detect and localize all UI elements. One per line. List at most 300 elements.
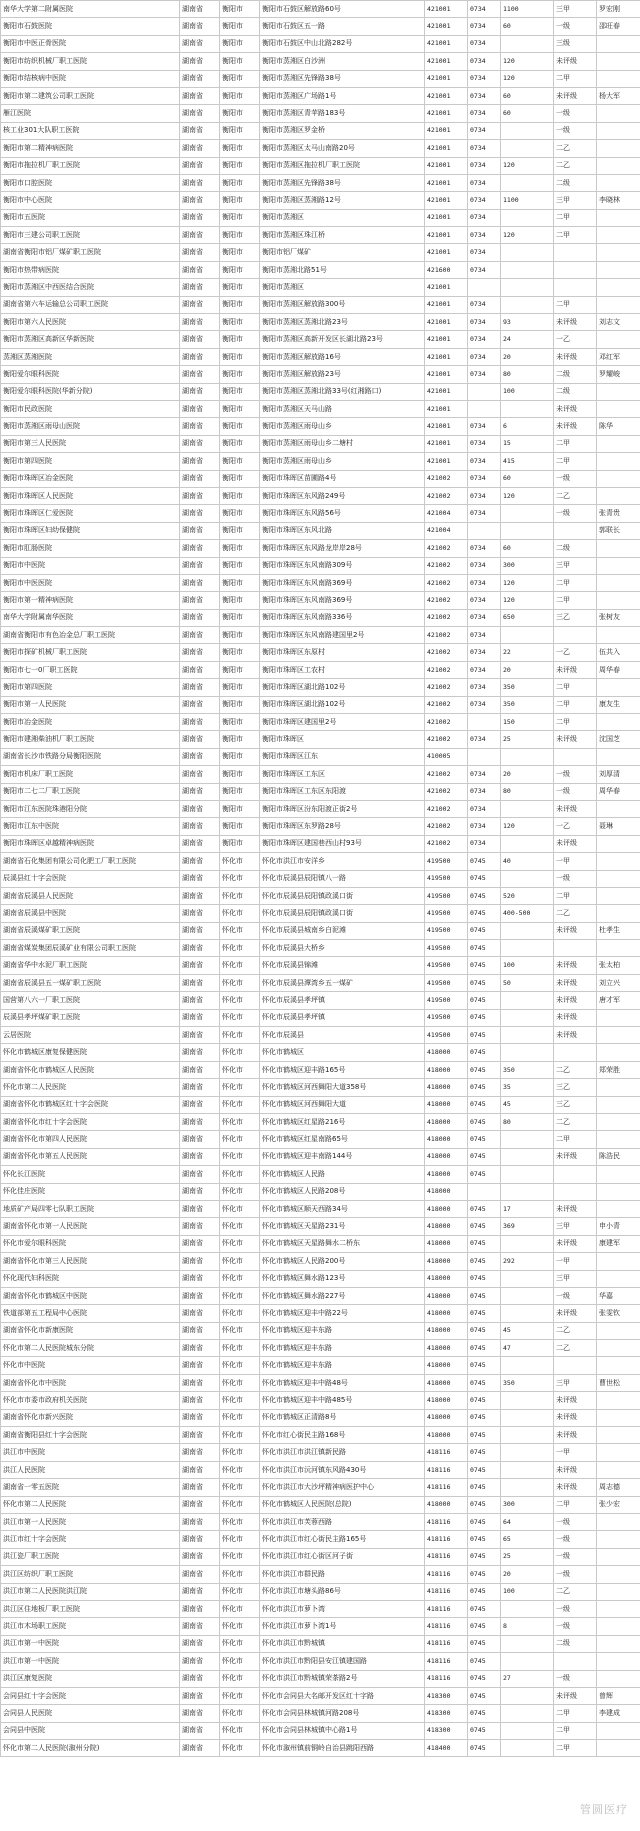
table-row (1, 1131, 640, 1148)
grade-cell: 一级 (554, 1566, 597, 1583)
hospital-name-cell: 南华大学第二附属医院 (1, 1, 180, 18)
address-cell: 衡阳市蒸湘区天马山路 (260, 400, 425, 417)
city-cell: 怀化市 (220, 1218, 260, 1235)
bed-count-cell (501, 1687, 554, 1704)
postal-code-cell: 421001 (425, 35, 468, 52)
hospital-name-cell: 衡阳市冶金医院 (1, 714, 180, 731)
grade-cell: 三级 (554, 35, 597, 52)
bed-count-cell (501, 209, 554, 226)
province-cell: 湖南省 (180, 1600, 220, 1617)
area-code-cell: 0734 (468, 53, 501, 70)
grade-cell (554, 1166, 597, 1183)
area-code-cell: 0745 (468, 1566, 501, 1583)
area-code-cell: 0734 (468, 105, 501, 122)
bed-count-cell (501, 627, 554, 644)
grade-cell: 三乙 (554, 609, 597, 626)
table-row (1, 174, 640, 191)
director-cell (597, 1444, 640, 1461)
hospital-name-cell: 会同县红十字会医院 (1, 1687, 180, 1704)
table-row (1, 1409, 640, 1426)
director-cell (597, 574, 640, 591)
postal-code-cell: 421001 (425, 87, 468, 104)
director-cell: 张太柏 (597, 957, 640, 974)
director-cell (597, 53, 640, 70)
table-row (1, 122, 640, 139)
city-cell: 衡阳市 (220, 418, 260, 435)
director-cell (597, 453, 640, 470)
area-code-cell: 0745 (468, 1687, 501, 1704)
province-cell: 湖南省 (180, 905, 220, 922)
director-cell (597, 714, 640, 731)
director-cell (597, 748, 640, 765)
grade-cell (554, 940, 597, 957)
director-cell: 郑荣胜 (597, 1061, 640, 1078)
address-cell: 怀化市鹤城区舞水路123号 (260, 1270, 425, 1287)
postal-code-cell: 421001 (425, 400, 468, 417)
address-cell: 怀化市鹤城区迎丰东路 (260, 1322, 425, 1339)
grade-cell: 二甲 (554, 1740, 597, 1757)
hospital-name-cell: 怀化市爱尔眼科医院 (1, 1235, 180, 1252)
grade-cell: 未评级 (554, 835, 597, 852)
province-cell: 湖南省 (180, 731, 220, 748)
hospital-name-cell: 衡阳市二七二厂职工医院 (1, 783, 180, 800)
hospital-name-cell: 衡阳市第三人民医院 (1, 435, 180, 452)
grade-cell: 二甲 (554, 296, 597, 313)
director-cell (597, 70, 640, 87)
address-cell: 怀化市鹤城区迎丰中路485号 (260, 1392, 425, 1409)
city-cell: 衡阳市 (220, 696, 260, 713)
table-row (1, 487, 640, 504)
grade-cell: 一级 (554, 505, 597, 522)
director-cell (597, 800, 640, 817)
province-cell: 湖南省 (180, 714, 220, 731)
area-code-cell: 0745 (468, 1061, 501, 1078)
province-cell: 湖南省 (180, 800, 220, 817)
director-cell (597, 1131, 640, 1148)
bed-count-cell (501, 1009, 554, 1026)
grade-cell: 二甲 (554, 1722, 597, 1739)
hospital-name-cell: 怀化现代妇科医院 (1, 1270, 180, 1287)
province-cell: 湖南省 (180, 1322, 220, 1339)
city-cell: 怀化市 (220, 1114, 260, 1131)
grade-cell: 未评级 (554, 1009, 597, 1026)
grade-cell: 三甲 (554, 192, 597, 209)
city-cell: 怀化市 (220, 1566, 260, 1583)
postal-code-cell: 418000 (425, 1305, 468, 1322)
bed-count-cell: 65 (501, 1531, 554, 1548)
director-cell (597, 887, 640, 904)
grade-cell: 一乙 (554, 818, 597, 835)
area-code-cell: 0745 (468, 1200, 501, 1217)
area-code-cell: 0745 (468, 1340, 501, 1357)
hospital-name-cell: 衡阳市蒸湘区中西医结合医院 (1, 279, 180, 296)
postal-code-cell: 418000 (425, 1166, 468, 1183)
table-row (1, 87, 640, 104)
province-cell: 湖南省 (180, 1079, 220, 1096)
grade-cell: 一级 (554, 1531, 597, 1548)
table-row (1, 18, 640, 35)
bed-count-cell: 22 (501, 644, 554, 661)
bed-count-cell: 8 (501, 1618, 554, 1635)
area-code-cell: 0745 (468, 1148, 501, 1165)
hospital-name-cell: 衡阳市蒸湘区高新区华新医院 (1, 331, 180, 348)
area-code-cell: 0745 (468, 1131, 501, 1148)
area-code-cell (468, 383, 501, 400)
table-row (1, 1496, 640, 1513)
province-cell: 湖南省 (180, 53, 220, 70)
hospital-name-cell: 辰溪县红十字会医院 (1, 870, 180, 887)
city-cell: 衡阳市 (220, 261, 260, 278)
address-cell: 怀化市鹤城区舞水路227号 (260, 1287, 425, 1304)
address-cell: 怀化市鹤城区正清路8号 (260, 1409, 425, 1426)
hospital-name-cell: 衡阳市中医正骨医院 (1, 35, 180, 52)
address-cell: 衡阳市蒸湘区解放路23号 (260, 366, 425, 383)
postal-code-cell: 421001 (425, 157, 468, 174)
director-cell: 李晓林 (597, 192, 640, 209)
bed-count-cell: 120 (501, 157, 554, 174)
director-cell: 陈浩民 (597, 1148, 640, 1165)
table-row (1, 644, 640, 661)
grade-cell: 未评级 (554, 1305, 597, 1322)
address-cell: 怀化市洪江市洪江镇新民路 (260, 1444, 425, 1461)
bed-count-cell (501, 1270, 554, 1287)
director-cell (597, 1722, 640, 1739)
director-cell (597, 1114, 640, 1131)
bed-count-cell (501, 1131, 554, 1148)
area-code-cell: 0734 (468, 70, 501, 87)
postal-code-cell: 418116 (425, 1548, 468, 1565)
bed-count-cell: 150 (501, 714, 554, 731)
bed-count-cell (501, 174, 554, 191)
grade-cell: 二乙 (554, 157, 597, 174)
bed-count-cell (501, 35, 554, 52)
address-cell: 衡阳市蒸湘北路51号 (260, 261, 425, 278)
table-row (1, 1, 640, 18)
watermark: 管圆医疗 (580, 1803, 628, 1816)
director-cell: 沈国芝 (597, 731, 640, 748)
address-cell: 怀化市鹤城区迎丰路165号 (260, 1061, 425, 1078)
hospital-name-cell: 国营第八六一厂职工医院 (1, 992, 180, 1009)
director-cell (597, 157, 640, 174)
director-cell (597, 870, 640, 887)
area-code-cell: 0734 (468, 435, 501, 452)
table-row (1, 1183, 640, 1200)
table-row (1, 1618, 640, 1635)
bed-count-cell (501, 1166, 554, 1183)
postal-code-cell: 421001 (425, 18, 468, 35)
director-cell (597, 1270, 640, 1287)
hospital-name-cell: 湖南省怀化市第四人民医院 (1, 1131, 180, 1148)
city-cell: 衡阳市 (220, 296, 260, 313)
director-cell (597, 1583, 640, 1600)
city-cell: 怀化市 (220, 1427, 260, 1444)
postal-code-cell: 421004 (425, 522, 468, 539)
bed-count-cell (501, 1635, 554, 1652)
bed-count-cell (501, 1705, 554, 1722)
area-code-cell: 0734 (468, 157, 501, 174)
grade-cell: 未评级 (554, 87, 597, 104)
grade-cell: 二乙 (554, 1114, 597, 1131)
bed-count-cell (501, 1409, 554, 1426)
hospital-name-cell: 衡阳市江东医院珠港阳分院 (1, 800, 180, 817)
bed-count-cell: 100 (501, 383, 554, 400)
postal-code-cell: 418000 (425, 1183, 468, 1200)
address-cell: 衡阳市蒸湘区 (260, 279, 425, 296)
city-cell: 衡阳市 (220, 453, 260, 470)
hospital-name-cell: 洪江人民医院 (1, 1461, 180, 1478)
grade-cell: 一级 (554, 766, 597, 783)
address-cell: 衡阳市珠晖区东风南路建国里2号 (260, 627, 425, 644)
address-cell: 衡阳市蒸湘区太马山南路20号 (260, 140, 425, 157)
table-row (1, 592, 640, 609)
director-cell (597, 400, 640, 417)
bed-count-cell (501, 244, 554, 261)
director-cell (597, 679, 640, 696)
hospital-name-cell: 衡阳市纺织机械厂职工医院 (1, 53, 180, 70)
hospital-name-cell: 怀化市第二人民医院 (1, 1496, 180, 1513)
area-code-cell: 0745 (468, 1705, 501, 1722)
table-row (1, 192, 640, 209)
city-cell: 衡阳市 (220, 70, 260, 87)
bed-count-cell (501, 1722, 554, 1739)
area-code-cell: 0745 (468, 1374, 501, 1391)
hospital-name-cell: 会同县中医院 (1, 1722, 180, 1739)
table-row (1, 679, 640, 696)
area-code-cell: 0745 (468, 1427, 501, 1444)
bed-count-cell (501, 992, 554, 1009)
city-cell: 怀化市 (220, 887, 260, 904)
hospital-name-cell: 洪江区纺织厂职工医院 (1, 1566, 180, 1583)
address-cell: 怀化市洪江市萝卜湾 (260, 1600, 425, 1617)
postal-code-cell: 418000 (425, 1200, 468, 1217)
city-cell: 衡阳市 (220, 679, 260, 696)
hospital-name-cell: 南华大学附属南华医院 (1, 609, 180, 626)
address-cell: 怀化市溆州镇前铜岭自治县跳阳西路 (260, 1740, 425, 1757)
area-code-cell: 0734 (468, 679, 501, 696)
city-cell: 怀化市 (220, 1166, 260, 1183)
grade-cell (554, 1183, 597, 1200)
city-cell: 衡阳市 (220, 766, 260, 783)
city-cell: 怀化市 (220, 957, 260, 974)
grade-cell: 二甲 (554, 453, 597, 470)
director-cell (597, 1618, 640, 1635)
director-cell (597, 1600, 640, 1617)
grade-cell: 未评级 (554, 731, 597, 748)
table-row (1, 609, 640, 626)
city-cell: 怀化市 (220, 853, 260, 870)
grade-cell: 二乙 (554, 1322, 597, 1339)
province-cell: 湖南省 (180, 487, 220, 504)
table-row (1, 1061, 640, 1078)
address-cell: 衡阳市蒸湘区解放路16号 (260, 348, 425, 365)
bed-count-cell: 120 (501, 487, 554, 504)
province-cell: 湖南省 (180, 818, 220, 835)
province-cell: 湖南省 (180, 244, 220, 261)
director-cell (597, 1183, 640, 1200)
province-cell: 湖南省 (180, 192, 220, 209)
postal-code-cell: 418000 (425, 1218, 468, 1235)
director-cell (597, 905, 640, 922)
province-cell: 湖南省 (180, 1548, 220, 1565)
director-cell (597, 1409, 640, 1426)
hospital-name-cell: 核工业301大队职工医院 (1, 122, 180, 139)
province-cell: 湖南省 (180, 1166, 220, 1183)
director-cell (597, 1200, 640, 1217)
hospital-name-cell: 洪江市中医院 (1, 1444, 180, 1461)
director-cell: 华嘉 (597, 1287, 640, 1304)
area-code-cell: 0734 (468, 348, 501, 365)
province-cell: 湖南省 (180, 435, 220, 452)
city-cell: 怀化市 (220, 1548, 260, 1565)
hospital-name-cell: 衡阳市珠晖区人民医院 (1, 487, 180, 504)
director-cell: 周志德 (597, 1479, 640, 1496)
hospital-name-cell: 衡阳市中心医院 (1, 192, 180, 209)
city-cell: 怀化市 (220, 1513, 260, 1530)
hospital-name-cell: 洪江市第一中医院 (1, 1653, 180, 1670)
director-cell (597, 1548, 640, 1565)
postal-code-cell: 418116 (425, 1479, 468, 1496)
hospital-name-cell: 衡阳市中医院 (1, 557, 180, 574)
bed-count-cell: 25 (501, 731, 554, 748)
bed-count-cell: 60 (501, 18, 554, 35)
table-row (1, 714, 640, 731)
bed-count-cell: 100 (501, 957, 554, 974)
table-row (1, 540, 640, 557)
city-cell: 怀化市 (220, 922, 260, 939)
bed-count-cell (501, 1740, 554, 1757)
postal-code-cell: 421002 (425, 644, 468, 661)
address-cell: 怀化市红心街民主路168号 (260, 1427, 425, 1444)
table-row (1, 418, 640, 435)
area-code-cell: 0745 (468, 1079, 501, 1096)
city-cell: 衡阳市 (220, 731, 260, 748)
table-row (1, 383, 640, 400)
area-code-cell: 0734 (468, 418, 501, 435)
address-cell: 衡阳市珠晖区湖北路102号 (260, 696, 425, 713)
province-cell: 湖南省 (180, 1183, 220, 1200)
hospital-name-cell: 衡阳市热带病医院 (1, 261, 180, 278)
bed-count-cell: 520 (501, 887, 554, 904)
area-code-cell: 0734 (468, 574, 501, 591)
province-cell: 湖南省 (180, 696, 220, 713)
grade-cell: 二甲 (554, 1131, 597, 1148)
table-row (1, 818, 640, 835)
city-cell: 怀化市 (220, 1496, 260, 1513)
area-code-cell: 0734 (468, 174, 501, 191)
address-cell: 怀化市洪江市芙蓉西路 (260, 1513, 425, 1530)
address-cell: 衡阳市蒸湘区罗金桥 (260, 122, 425, 139)
area-code-cell (468, 400, 501, 417)
postal-code-cell: 418116 (425, 1653, 468, 1670)
city-cell: 衡阳市 (220, 627, 260, 644)
area-code-cell: 0745 (468, 1322, 501, 1339)
city-cell: 怀化市 (220, 1253, 260, 1270)
address-cell: 怀化市鹤城区迎丰中路48号 (260, 1374, 425, 1391)
address-cell: 怀化市鹤城区河西舞阳大道 (260, 1096, 425, 1113)
bed-count-cell: 60 (501, 105, 554, 122)
director-cell: 康友生 (597, 696, 640, 713)
address-cell: 怀化市鹤城区迎丰南路144号 (260, 1148, 425, 1165)
director-cell (597, 1531, 640, 1548)
director-cell: 郭联长 (597, 522, 640, 539)
city-cell: 衡阳市 (220, 122, 260, 139)
director-cell: 罗耀峻 (597, 366, 640, 383)
director-cell (597, 1044, 640, 1061)
bed-count-cell: 350 (501, 696, 554, 713)
director-cell (597, 487, 640, 504)
bed-count-cell: 120 (501, 592, 554, 609)
province-cell: 湖南省 (180, 1531, 220, 1548)
bed-count-cell (501, 1653, 554, 1670)
address-cell: 衡阳市珠晖区东风路龙岸岸28号 (260, 540, 425, 557)
area-code-cell: 0745 (468, 1009, 501, 1026)
address-cell: 怀化市鹤城区迎丰中路22号 (260, 1305, 425, 1322)
grade-cell (554, 1653, 597, 1670)
table-row (1, 1566, 640, 1583)
province-cell: 湖南省 (180, 766, 220, 783)
address-cell: 怀化市辰溪县孝坪镇 (260, 1009, 425, 1026)
area-code-cell: 0734 (468, 261, 501, 278)
city-cell: 衡阳市 (220, 748, 260, 765)
table-row (1, 992, 640, 1009)
city-cell: 怀化市 (220, 992, 260, 1009)
province-cell: 湖南省 (180, 522, 220, 539)
table-row (1, 453, 640, 470)
address-cell: 怀化市鹤城区迎丰东路 (260, 1340, 425, 1357)
postal-code-cell: 418116 (425, 1600, 468, 1617)
address-cell: 衡阳市珠晖区汾东阳渡正街2号 (260, 800, 425, 817)
table-row (1, 279, 640, 296)
province-cell: 湖南省 (180, 1131, 220, 1148)
bed-count-cell: 35 (501, 1079, 554, 1096)
table-row (1, 1305, 640, 1322)
address-cell: 怀化市鹤城区 (260, 1044, 425, 1061)
area-code-cell (468, 1183, 501, 1200)
address-cell: 衡阳市蒸湘区高新开发区长湖北路23号 (260, 331, 425, 348)
bed-count-cell (501, 1427, 554, 1444)
grade-cell: 未评级 (554, 800, 597, 817)
table-row (1, 800, 640, 817)
bed-count-cell: 292 (501, 1253, 554, 1270)
province-cell: 湖南省 (180, 1705, 220, 1722)
table-row (1, 1548, 640, 1565)
table-row (1, 1635, 640, 1652)
postal-code-cell: 421002 (425, 731, 468, 748)
postal-code-cell: 421002 (425, 679, 468, 696)
postal-code-cell: 421001 (425, 192, 468, 209)
hospital-name-cell: 衡阳市第二精神病医院 (1, 140, 180, 157)
hospital-name-cell: 衡阳市第一人民医院 (1, 696, 180, 713)
hospital-name-cell: 湖南省衡阳市铝厂煤矿职工医院 (1, 244, 180, 261)
postal-code-cell: 419500 (425, 957, 468, 974)
grade-cell: 三甲 (554, 1218, 597, 1235)
area-code-cell: 0745 (468, 1461, 501, 1478)
postal-code-cell: 421001 (425, 70, 468, 87)
postal-code-cell: 418116 (425, 1444, 468, 1461)
postal-code-cell: 421002 (425, 714, 468, 731)
province-cell: 湖南省 (180, 400, 220, 417)
postal-code-cell: 421001 (425, 140, 468, 157)
hospital-name-cell: 湖南省怀化市新康医院 (1, 1322, 180, 1339)
area-code-cell: 0745 (468, 905, 501, 922)
area-code-cell (468, 279, 501, 296)
city-cell: 怀化市 (220, 1044, 260, 1061)
hospital-name-cell: 地质矿产局四零七队职工医院 (1, 1200, 180, 1217)
postal-code-cell: 418000 (425, 1079, 468, 1096)
table-row (1, 661, 640, 678)
address-cell: 衡阳市蒸湘区青苹路183号 (260, 105, 425, 122)
bed-count-cell (501, 1235, 554, 1252)
